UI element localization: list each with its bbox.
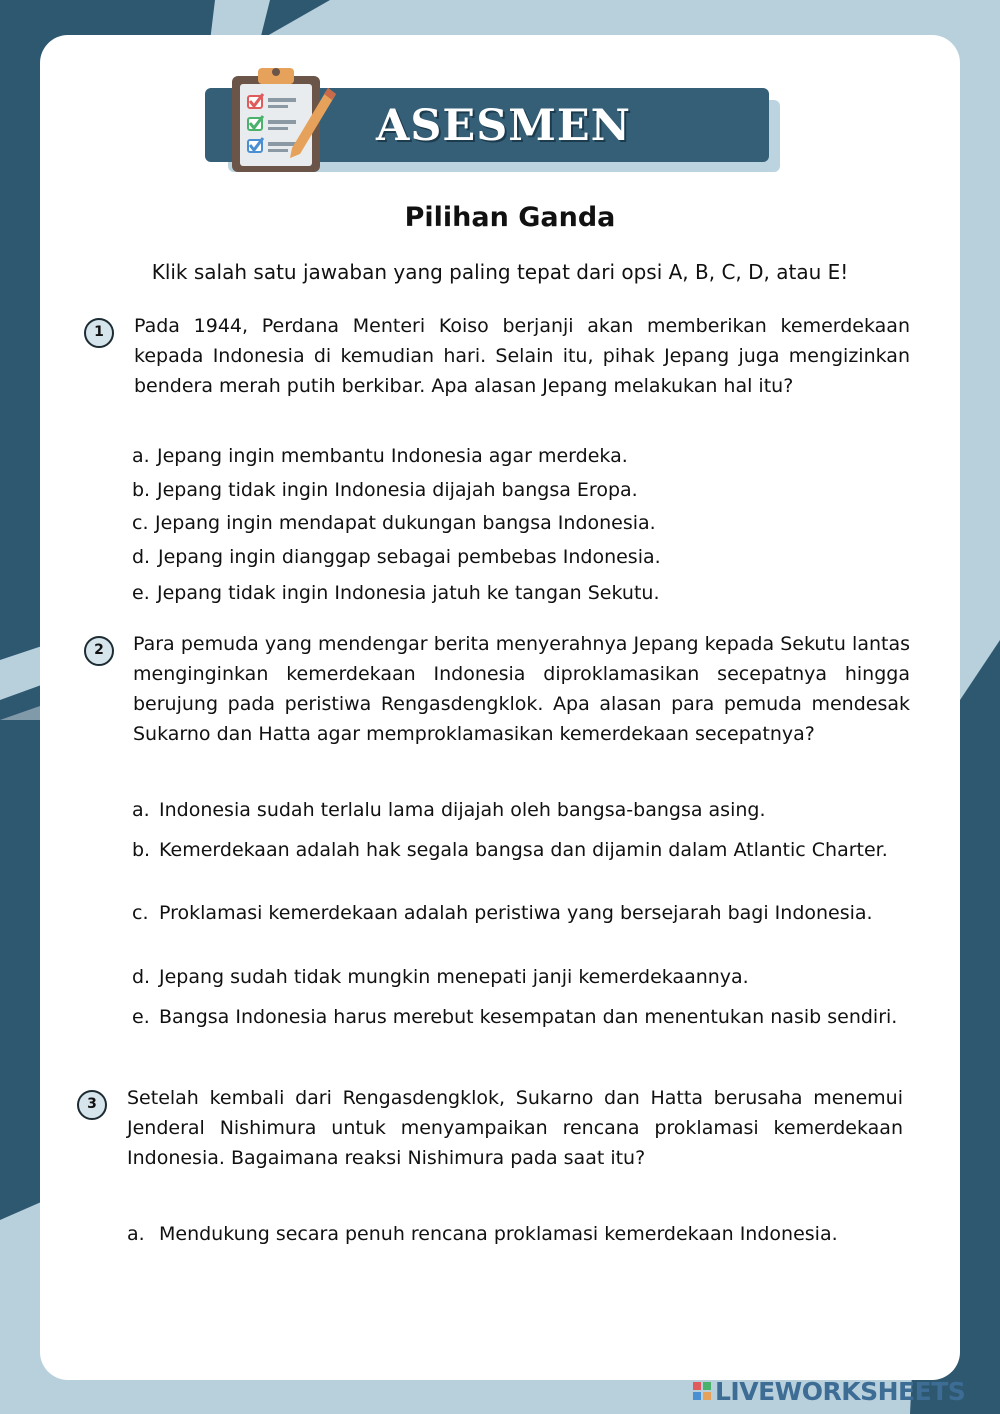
question-1-option-b[interactable] <box>132 475 872 505</box>
brand-text: LIVEWORKSHEETS <box>715 1376 966 1406</box>
question-2-option-a[interactable] <box>132 795 900 825</box>
liveworksheets-logo <box>693 1376 965 1406</box>
option-letter: a. <box>127 1223 145 1245</box>
question-1-option-a[interactable] <box>132 441 872 471</box>
question-3-text: Setelah kembali dari Rengasdengklok, Sukarno dan Hatta berusaha menemui Jenderal Nishimura untuk menyampaikan rencana proklamasi kemerdekaan Indonesia. Bagaimana reaksi Nishimura pada saat itu? <box>127 1087 903 1169</box>
option-text: Jepang ingin membantu Indonesia agar merdeka. <box>157 445 628 467</box>
question-1-number: 1 <box>84 318 114 348</box>
question-2-option-c[interactable] <box>132 898 900 928</box>
option-letter: d. <box>132 966 151 988</box>
option-letter: e. <box>132 1006 150 1028</box>
question-1-option-c[interactable] <box>132 508 872 538</box>
question-3-option-a[interactable] <box>127 1219 900 1249</box>
banner-title: ASESMEN <box>376 101 631 151</box>
option-text: Indonesia sudah terlalu lama dijajah oleh bangsa-bangsa asing. <box>159 799 766 821</box>
option-letter: c. <box>132 512 149 534</box>
instruction-text: Klik salah satu jawaban yang paling tepat dari opsi A, B, C, D, atau E! <box>151 260 849 284</box>
option-text: Kemerdekaan adalah hak segala bangsa dan dijamin dalam Atlantic Charter. <box>159 839 888 861</box>
option-text: Jepang tidak ingin Indonesia jatuh ke tangan Sekutu. <box>157 582 660 604</box>
option-text: Jepang ingin mendapat dukungan bangsa Indonesia. <box>155 512 656 534</box>
option-text: Jepang sudah tidak mungkin menepati janji kemerdekaannya. <box>159 966 749 988</box>
option-letter: a. <box>132 445 150 467</box>
question-2-text: Para pemuda yang mendengar berita menyerahnya Jepang kepada Sekutu lantas menginginkan kemerdekaan Indonesia diproklamasikan secepatnya hingga berujung pada peristiwa Rengasdengklok. Apa alasan para pemuda mendesak Sukarno dan Hatta agar memproklamasikan kemerdekaan secepatnya? <box>133 633 910 745</box>
option-text: Proklamasi kemerdekaan adalah peristiwa yang bersejarah bagi Indonesia. <box>159 902 873 924</box>
question-2-number: 2 <box>84 636 114 666</box>
option-letter: d. <box>132 546 151 568</box>
option-letter: a. <box>132 799 150 821</box>
section-heading: Pilihan Ganda <box>404 202 616 233</box>
option-letter: c. <box>132 902 149 924</box>
option-text: Jepang ingin dianggap sebagai pembebas Indonesia. <box>158 546 661 568</box>
option-text: Bangsa Indonesia harus merebut kesempatan dan menentukan nasib sendiri. <box>159 1006 898 1028</box>
question-1-option-e[interactable] <box>132 578 872 608</box>
option-letter: b. <box>132 839 151 861</box>
question-1-option-d[interactable] <box>132 542 872 572</box>
option-text: Jepang tidak ingin Indonesia dijajah bangsa Eropa. <box>157 479 638 501</box>
question-2-option-b[interactable] <box>132 835 900 865</box>
option-letter: e. <box>132 582 150 604</box>
question-2-option-e[interactable] <box>132 1002 900 1032</box>
option-text: Mendukung secara penuh rencana proklamasi kemerdekaan Indonesia. <box>159 1223 838 1245</box>
question-2-option-d[interactable] <box>132 962 900 992</box>
clipboard-checklist-icon <box>228 64 338 176</box>
question-3-number: 3 <box>77 1090 107 1120</box>
logo-badge <box>693 1382 711 1400</box>
question-1-text: Pada 1944, Perdana Menteri Koiso berjanji akan memberikan kemerdekaan kepada Indonesia di kemudian hari. Selain itu, pihak Jepang juga mengizinkan bendera merah putih berkibar. Apa alasan Jepang melakukan hal itu? <box>134 315 910 397</box>
option-letter: b. <box>132 479 151 501</box>
